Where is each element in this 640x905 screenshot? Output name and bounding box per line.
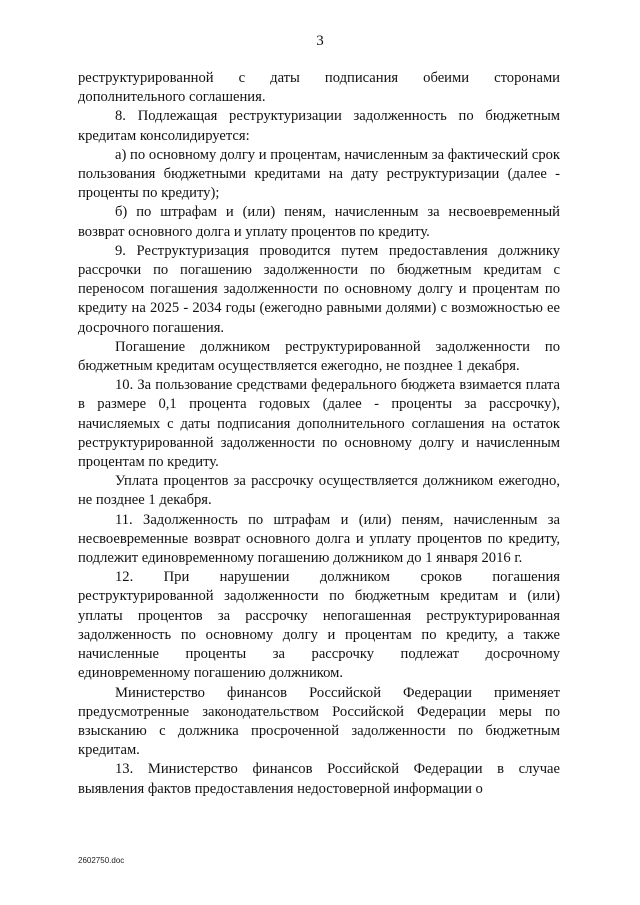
paragraph-item-13: 13. Министерство финансов Российской Федерации в случае выявления фактов предоставления недостоверной информации о [78, 761, 560, 797]
document-footer-filename: 2602750.doc [78, 856, 125, 865]
paragraph-item-8: 8. Подлежащая реструктуризации задолженность по бюджетным кредитам консолидируется: [78, 108, 560, 144]
paragraph-item-12: 12. При нарушении должником сроков погашения реструктурированной задолженности по бюджетным кредитам и (или) уплаты процентов за рассрочку непогашенная реструктурированная задолженность по основному долгу и процентам по кредиту, а также начисленные проценты за рассрочку подлежат досрочному единовременному погашению должником. [78, 569, 560, 682]
paragraph-item-8b: б) по штрафам и (или) пеням, начисленным за несвоевременный возврат основного долга и уплату процентов по кредиту. [78, 204, 560, 240]
paragraph-item-12-measures: Министерство финансов Российской Федерации применяет предусмотренные законодательством Российской Федерации меры по взысканию с должника просроченной задолженности по бюджетным кредитам. [78, 684, 560, 759]
paragraph-item-8a: а) по основному долгу и процентам, начисленным за фактический срок пользования бюджетными кредитами на дату реструктуризации (далее - проценты по кредиту); [78, 146, 560, 202]
paragraph-item-9-repayment: Погашение должником реструктурированной задолженности по бюджетным кредитам осуществляется ежегодно, не позднее 1 декабря. [78, 338, 560, 375]
page-number: 3 [316, 33, 324, 49]
paragraph-item-11: 11. Задолженность по штрафам и (или) пеням, начисленным за несвоевременные возврат основного долга и уплату процентов по кредиту, подлежит единовременному погашению должником до 1 января 2016 г. [78, 511, 560, 567]
paragraph-item-10-payment: Уплата процентов за рассрочку осуществляется должником ежегодно, не позднее 1 декабря. [78, 473, 560, 509]
document-body [78, 69, 560, 799]
paragraph-item-10: 10. За пользование средствами федерального бюджета взимается плата в размере 0,1 процента годовых (далее - проценты за рассрочку), начисляемых с даты подписания дополнительного соглашения на остаток реструктурированной задолженности по основному долгу и начисленным процентам по кредиту. [78, 377, 560, 471]
paragraph-item-9: 9. Реструктуризация проводится путем предоставления должнику рассрочки по погашению задолженности по бюджетным кредитам с переносом погашения задолженности по основному долгу и процентам по кредиту на 2025 - 2034 годы (ежегодно равными долями) с возможностью ее досрочного погашения. [78, 242, 560, 336]
paragraph-continuation: реструктурированной с даты подписания обеими сторонами дополнительного соглашения. [78, 70, 560, 106]
